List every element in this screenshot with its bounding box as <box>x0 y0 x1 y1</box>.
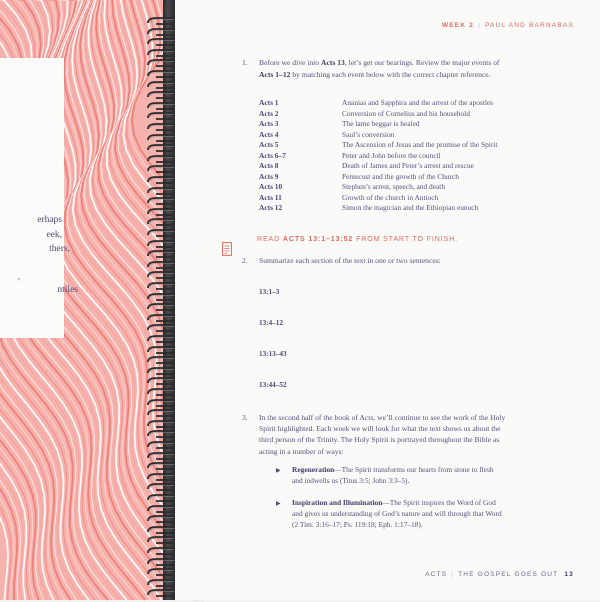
document-icon <box>222 242 232 256</box>
lesson-title: PAUL AND BARNABAS <box>484 22 574 29</box>
left-page-text-card: erhaps eek, thers, , ntiles <box>0 58 64 338</box>
bullet-inspiration: Inspiration and Illumination—The Spirit inspires the Word of God and gives us understanding of God’s nature and will through that Word (2 Tim. 3:16–17; Ps. 119:18; Eph. 1:17–18). <box>292 498 502 529</box>
event-description: Conversion of Cornelius and his household <box>342 108 470 118</box>
chapter-reference: Acts 10 <box>259 182 283 191</box>
event-description: Simon the magician and the Ethiopian eunuch <box>342 203 479 212</box>
event-description: Pentecost and the growth of the Church <box>342 171 459 181</box>
question-3-number: 3. <box>242 413 248 422</box>
week-label: WEEK 2 <box>441 22 475 29</box>
chapter-reference: Acts 4 <box>259 129 279 139</box>
chapter-reference: Acts 12 <box>259 203 283 212</box>
chapter-reference: Acts 3 <box>259 119 279 128</box>
left-page-marbled <box>0 0 163 600</box>
section-label: 13:13–43 <box>259 350 287 358</box>
chapter-reference: Acts 6–7 <box>259 150 286 160</box>
section-label: 13:44–52 <box>259 381 287 389</box>
event-description: The Ascension of Jesus and the promise of the Spirit <box>342 140 498 149</box>
section-label: 13:4–12 <box>259 319 283 327</box>
event-description: Death of James and Peter’s arrest and rescue <box>342 161 474 170</box>
event-description: Stephen’s arrest, speech, and death <box>342 182 446 191</box>
bullet-arrow-icon: ▶ <box>276 468 281 474</box>
reading-assignment: READ ACTS 13:1–13:52 FROM START TO FINISH. <box>257 236 458 243</box>
footer-book: ACTS <box>425 571 448 578</box>
question-1-text: Before we dive into Acts 13, let’s get our bearings. Review the major events of Acts 1–12 by matching each event below with the correct chapter reference. <box>259 58 500 79</box>
bullet-regeneration: Regeneration—The Spirit transforms our hearts from stone to flesh and indwells us (Titus 3:5; John 3:3–5). <box>292 465 494 485</box>
page-footer: ACTS | THE GOSPEL GOES OUT 13 <box>425 571 574 578</box>
right-page <box>175 0 600 600</box>
question-1-number: 1. <box>242 58 248 67</box>
question-3-text: In the second half of the book of Acts, we’ll continue to see the work of the Holy Spirit highlighted. Each week we will look for what the text shows us about the third person of the Trinity. The Holy Spirit is portrayed throughout the Bible as acting in a number of ways: <box>259 413 506 456</box>
chapter-reference: Acts 9 <box>259 171 279 181</box>
event-description: Ananias and Sapphira and the arrest of the apostles <box>342 98 494 107</box>
chapter-reference: Acts 1 <box>259 98 279 107</box>
bullet-arrow-icon: ▶ <box>276 501 281 507</box>
event-description: The lame beggar is healed <box>342 119 420 128</box>
chapter-reference: Acts 5 <box>259 140 279 149</box>
chapter-reference: Acts 8 <box>259 161 279 170</box>
event-description: Saul’s conversion <box>342 129 395 139</box>
footer-title: THE GOSPEL GOES OUT <box>458 571 559 578</box>
section-label: 13:1–3 <box>259 288 280 296</box>
question-2-number: 2. <box>242 256 248 265</box>
question-2-text: Summarize each section of the text in one or two sentences: <box>259 256 441 265</box>
running-head: WEEK 2 | PAUL AND BARNABAS <box>441 22 574 29</box>
chapter-reference: Acts 11 <box>259 192 282 202</box>
chapter-reference: Acts 2 <box>259 108 279 118</box>
event-description: Peter and John before the council <box>342 150 441 160</box>
event-description: Growth of the church in Antioch <box>342 192 439 202</box>
page-number: 13 <box>564 571 574 578</box>
